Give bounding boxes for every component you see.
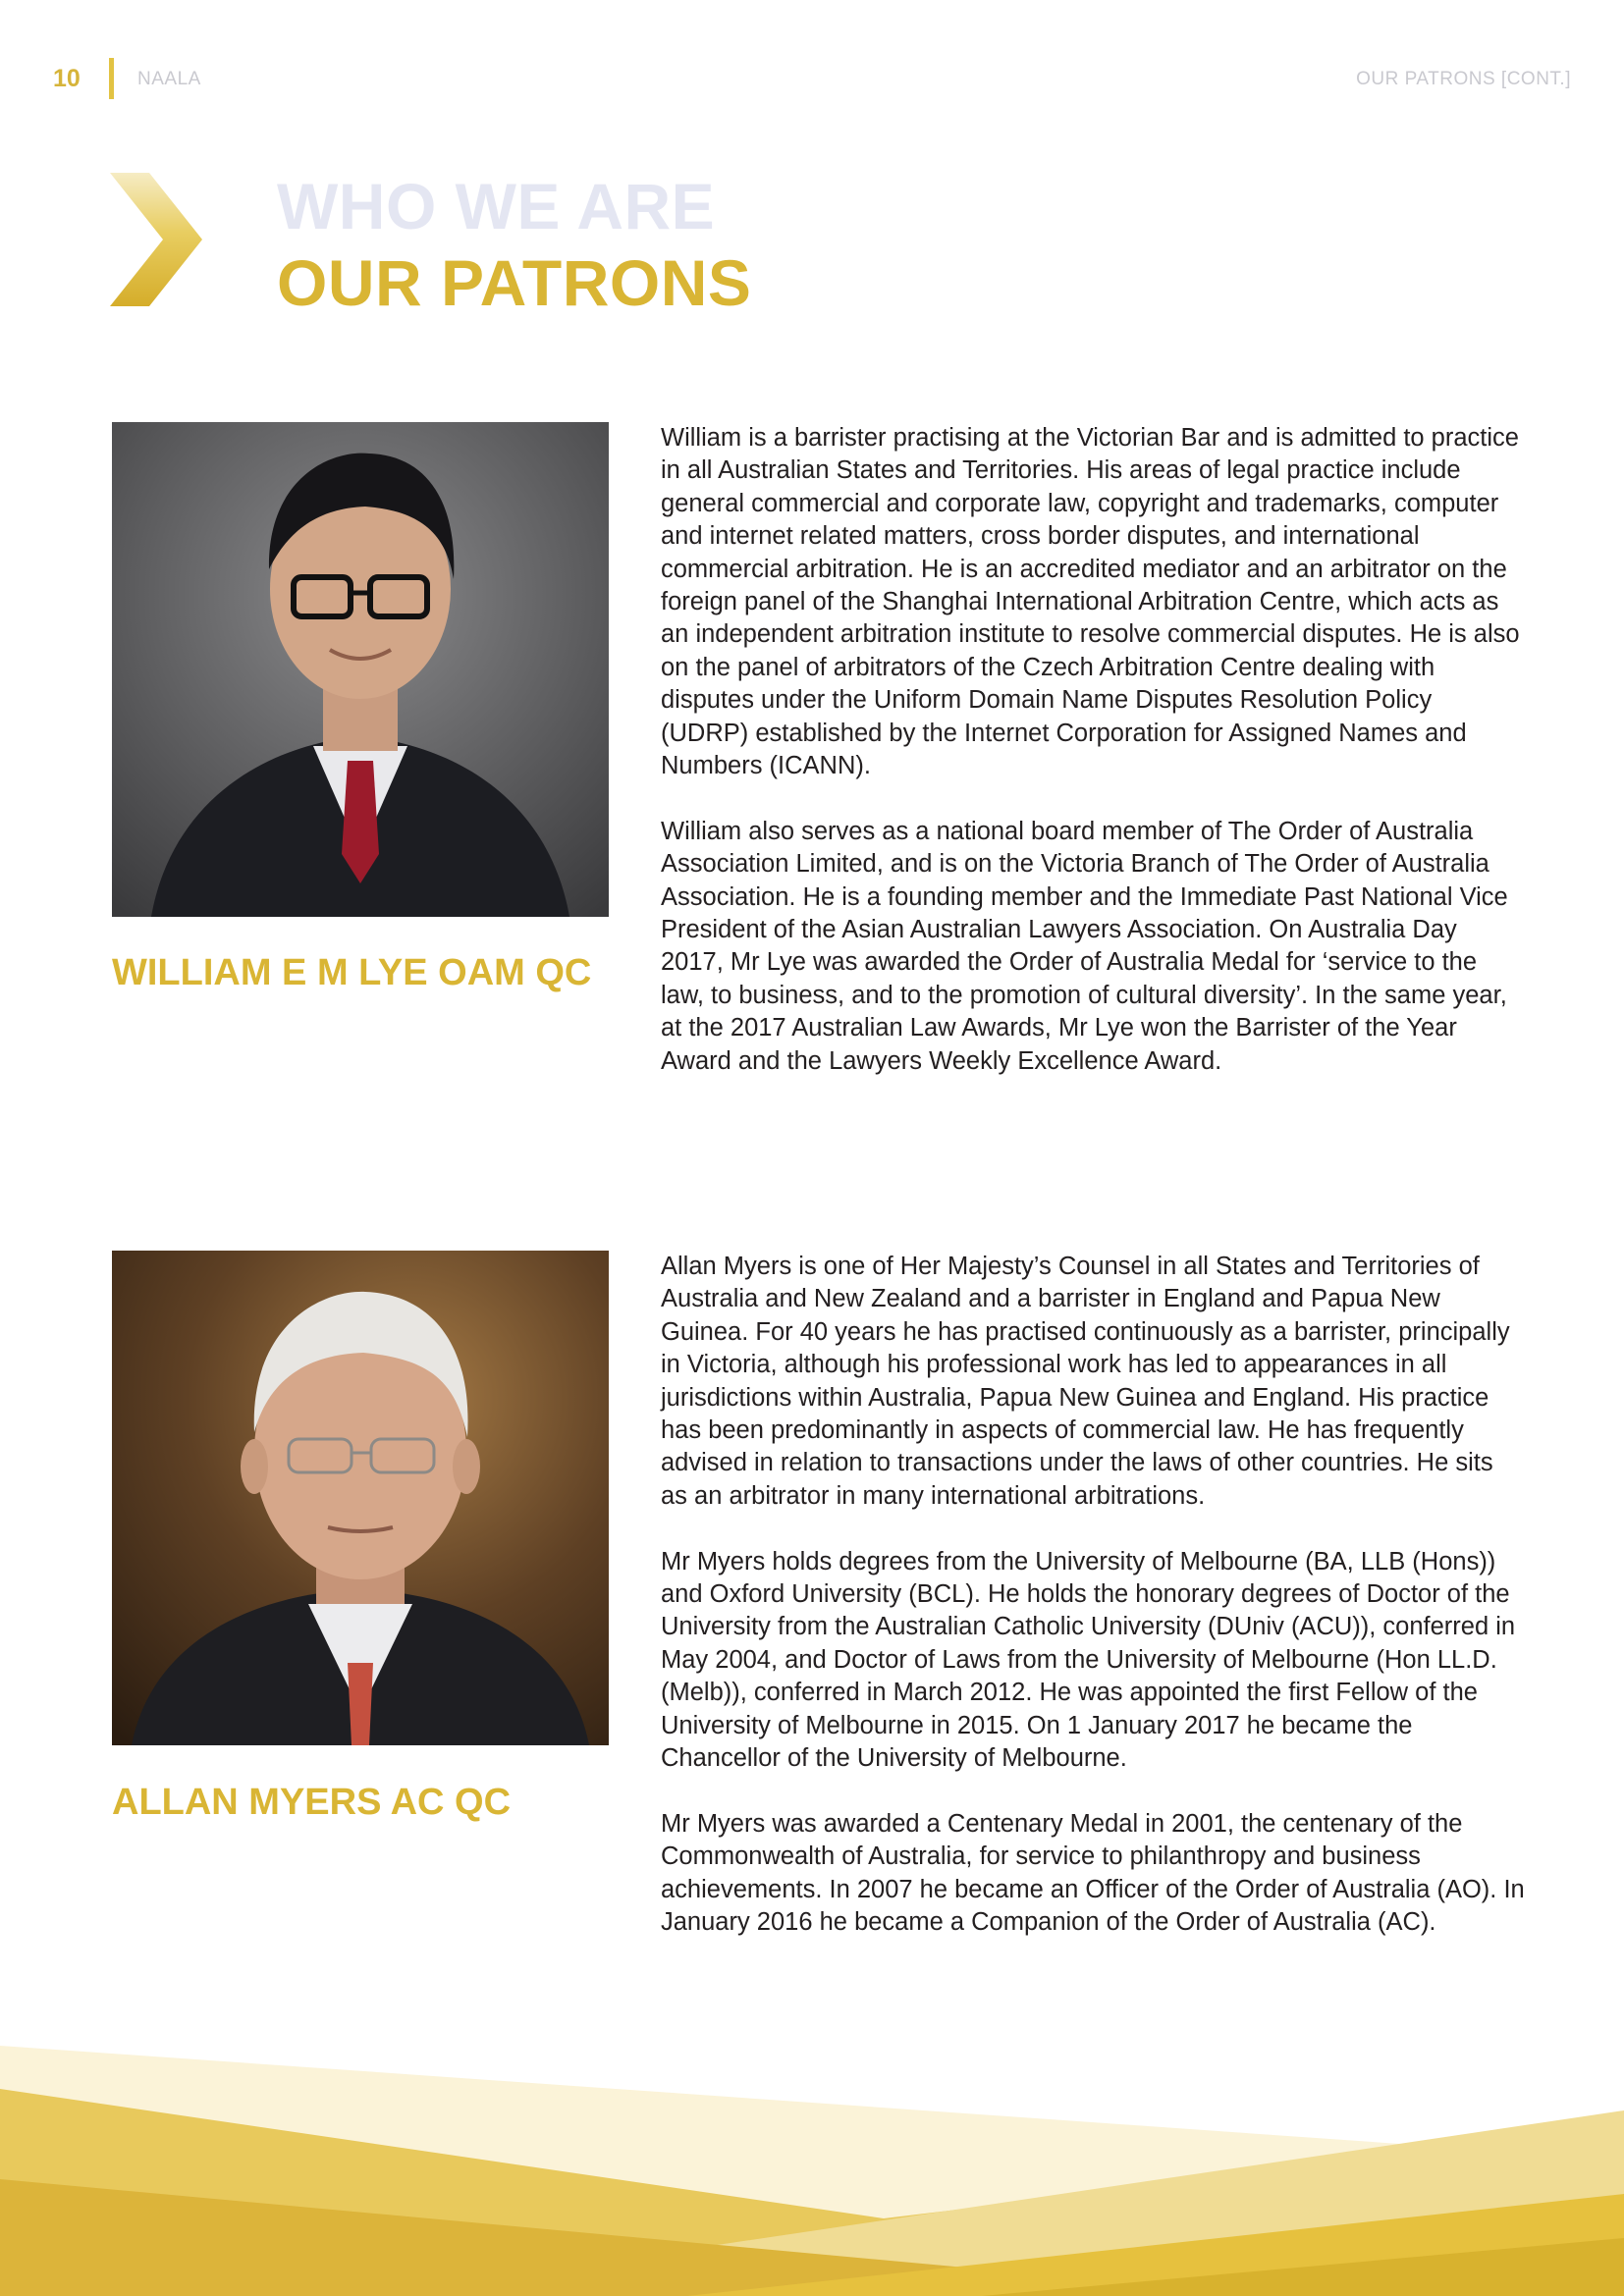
bio-paragraph: William is a barrister practising at the Victorian Bar and is admitted to practice in all Australian States and Territories. His areas of legal practice include general commercial and corporate law, copyright and trademarks, computer and internet related matters, cross border disputes, and international commercial arbitration. He is an accredited mediator and an arbitrator on the foreign panel of the Shanghai International Arbitration Centre, which acts as an independent arbitration institute to resolve commercial disputes. He is also on the panel of arbitrators of the Czech Arbitration Centre dealing with disputes under the Uniform Domain Name Disputes Resolution Policy (UDRP) established by the Internet Corporation for Assigned Names and Numbers (ICANN). (661, 424, 1520, 780)
patron-name: ALLAN MYERS AC QC (112, 1782, 512, 1823)
bio-paragraph: William also serves as a national board member of The Order of Australia Association Limited, and is on the Victoria Branch of The Order of Australia Association. He is a founding member and the Immediate Past National Vice President of the Asian Australian Lawyers Association. On Australia Day 2017, Mr Lye was awarded the Order of Australia Medal for ‘service to the law, to business, and to the promotion of cultural diversity’. In the same year, at the 2017 Australian Law Awards, Mr Lye won the Barrister of the Year Award and the Lawyers Weekly Excellence Award. (661, 817, 1508, 1075)
page-title: OUR PATRONS (277, 246, 752, 319)
bio-paragraph: Allan Myers is one of Her Majesty’s Counsel in all States and Territories of Australia and New Zealand and a barrister in England and Papua New Guinea. For 40 years he has practised continuously as a barrister, principally in Victoria, although his professional work has led to appearances in all jurisdictions within Australia, Papua New Guinea and England. His practice has been predominantly in aspects of commercial law. He has frequently advised in relation to transactions under the laws of other countries. He sits as an arbitrator in many international arbitrations. (661, 1253, 1510, 1510)
page-number: 10 (53, 65, 81, 92)
chevron-right-icon (110, 173, 202, 306)
patron-bio (661, 1251, 1525, 1972)
header-divider (109, 58, 114, 99)
header-section-label: OUR PATRONS [CONT.] (1356, 69, 1571, 89)
patron-photo-allan-myers (112, 1251, 609, 1745)
patron-name: WILLIAM E M LYE OAM QC (112, 952, 592, 993)
footer-decoration (0, 2032, 1624, 2296)
header-org-label: NAALA (137, 69, 201, 89)
section-title-faded: WHO WE ARE (277, 170, 716, 242)
bio-paragraph: Mr Myers was awarded a Centenary Medal in 2001, the centenary of the Commonwealth of Australia, for service to philanthropy and business achievements. In 2007 he became an Officer of the Order of Australia (AO). In January 2016 he became a Companion of the Order of Australia (AC). (661, 1809, 1525, 1937)
patron-bio (661, 422, 1525, 1111)
patron-photo-william-lye (112, 422, 609, 917)
bio-paragraph: Mr Myers holds degrees from the University of Melbourne (BA, LLB (Hons)) and Oxford University (BCL). He holds the honorary degrees of Doctor of the University from the Australian Catholic University (DUniv (ACU)), conferred in May 2004, and Doctor of Laws from the University of Melbourne (Hon LL.D. (Melb)), conferred in March 2012. He was appointed the first Fellow of the University of Melbourne in 2015. On 1 January 2017 he became the Chancellor of the University of Melbourne. (661, 1547, 1516, 1773)
